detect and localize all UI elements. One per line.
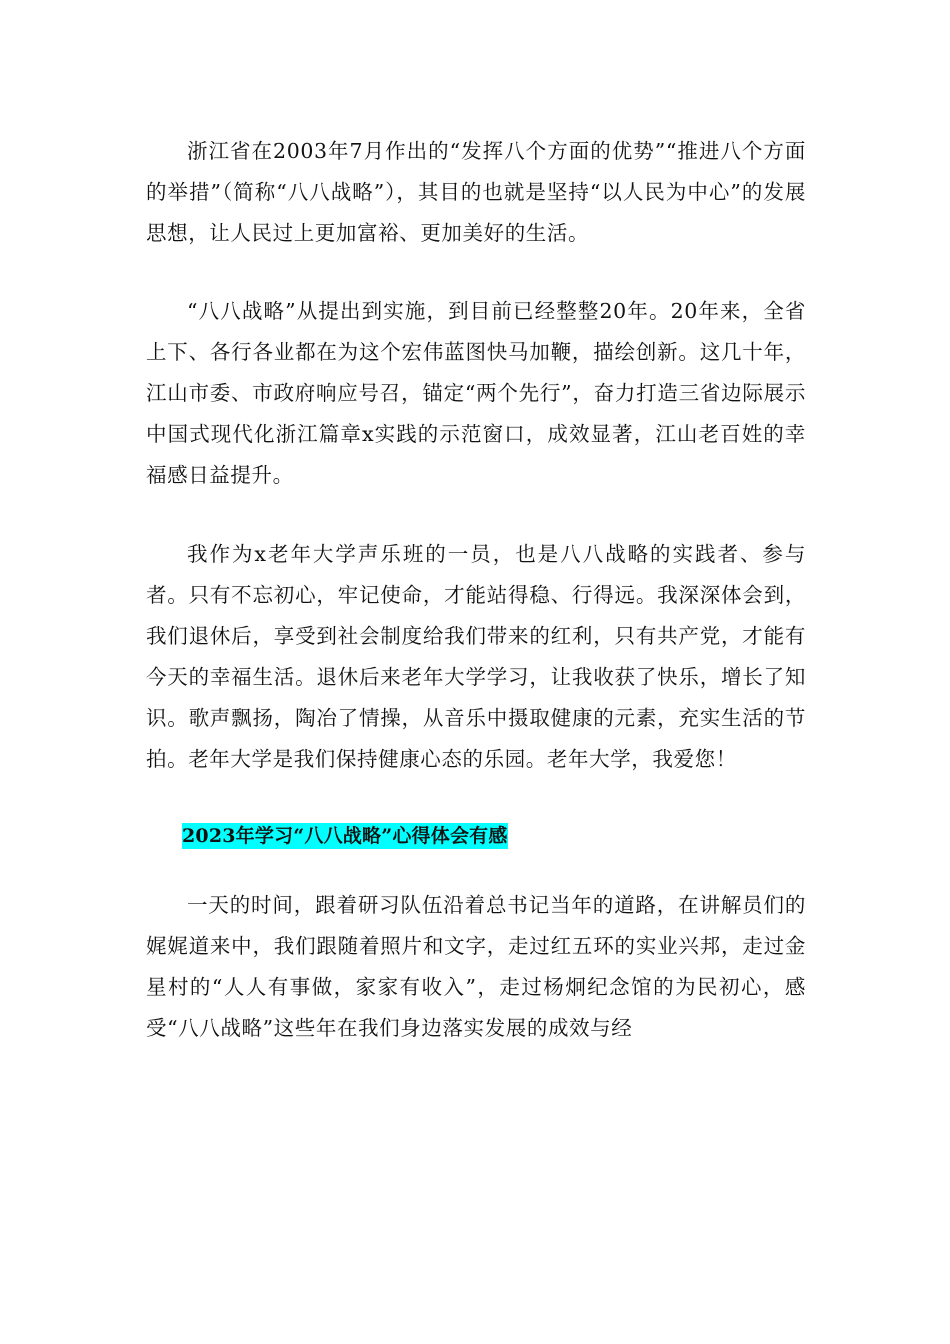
paragraph-spacer: [146, 780, 806, 820]
paragraph-eight-eight-strategy-intro: 浙江省在2003年7月作出的“发挥八个方面的优势”“推进八个方面的举措”（简称“八八战略”），其目的也就是坚持“以人民为中心”的发展思想，让人民过上更加富裕、更加美好的生活。: [146, 139, 806, 245]
paragraph-senior-university: 我作为x老年大学声乐班的一员，也是八八战略的实践者、参与者。只有不忘初心，牢记使命，才能站得稳、行得远。我深深体会到，我们退休后，享受到社会制度给我们带来的红利，只有共产党，才能有今天的幸福生活。退休后来老年大学学习，让我收获了快乐，增长了知识。歌声飘扬，陶冶了情操，从音乐中摄取健康的元素，充实生活的节拍。老年大学是我们保持健康心态的乐园。老年大学，我爱您！: [146, 542, 806, 771]
paragraph-study-tour: 一天的时间，跟着研习队伍沿着总书记当年的道路，在讲解员们的娓娓道来中，我们跟随着照片和文字，走过红五环的实业兴邦，走过金星村的“人人有事做，家家有收入”，走过杨炯纪念馆的为民初心，感受“八八战略”这些年在我们身边落实发展的成效与经: [146, 893, 806, 1040]
section-heading: [146, 820, 806, 852]
paragraph-spacer: [146, 852, 806, 885]
paragraph-spacer: [146, 496, 806, 534]
paragraph-twenty-years: “八八战略”从提出到实施，到目前已经整整20年。20年来，全省上下、各行各业都在为这个宏伟蓝图快马加鞭，描绘创新。这几十年，江山市委、市政府响应号召，锚定“两个先行”，奋力打造三省边际展示中国式现代化浙江篇章x实践的示范窗口，成效显著，江山老百姓的幸福感日益提升。: [146, 299, 806, 487]
paragraph-spacer: [146, 254, 806, 291]
section-heading-text: 2023年学习“八八战略”心得体会有感: [182, 825, 508, 847]
document-body: [146, 131, 806, 1049]
